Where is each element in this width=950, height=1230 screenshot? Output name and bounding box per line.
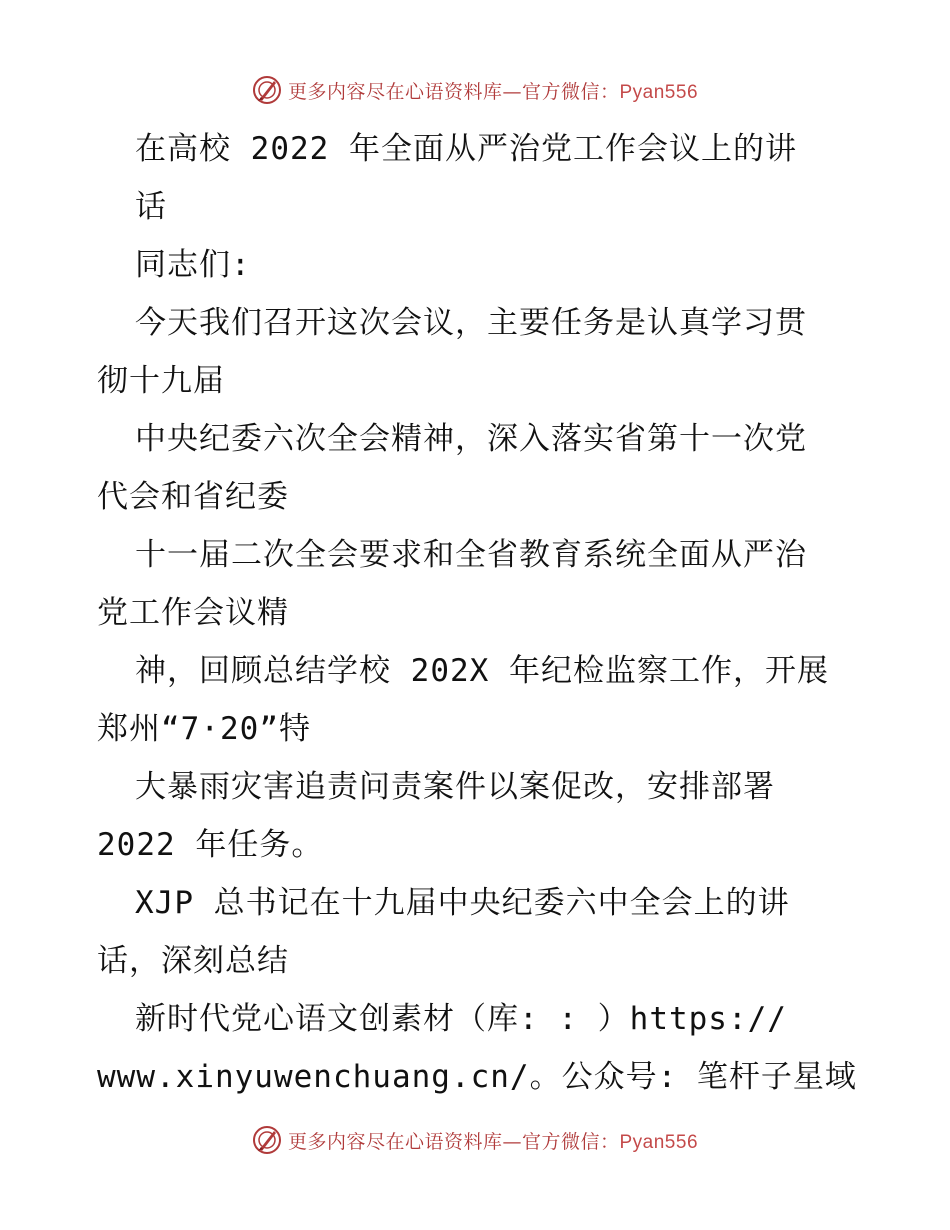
document-body [97,120,867,1106]
quill-pen-logo-icon [252,75,282,105]
text-line: 郑州“7·20”特 [97,711,311,747]
banner-wechat-id: Pyan556 [619,1131,699,1153]
text-line: 神，回顾总结学校 202X 年纪检监察工作，开展 [135,653,829,689]
text-line: 话 [135,189,167,225]
text-line: 今天我们召开这次会议，主要任务是认真学习贯 [135,305,807,341]
text-line: 代会和省纪委 [97,479,289,515]
banner-text [288,1127,698,1154]
text-line: 2022 年任务。 [97,827,324,863]
banner-wechat-id: Pyan556 [619,81,699,103]
footer-watermark-banner [0,1120,950,1160]
text-line: 大暴雨灾害追责问责案件以案促改，安排部署 [135,769,775,805]
text-line: 同志们: [135,247,251,283]
text-line: 中央纪委六次全会精神，深入落实省第十一次党 [135,421,807,457]
banner-text-cn: 更多内容尽在心语资料库—官方微信： [287,1130,620,1153]
text-line: 十一届二次全会要求和全省教育系统全面从严治 [135,537,807,573]
banner-text-cn: 更多内容尽在心语资料库—官方微信： [287,80,620,103]
header-watermark-banner [0,70,950,110]
text-line: 新时代党心语文创素材（库: : ）https:// [135,1001,787,1037]
text-line: 党工作会议精 [97,595,289,631]
text-line: 在高校 2022 年全面从严治党工作会议上的讲 [135,131,797,167]
text-line: 话，深刻总结 [97,943,289,979]
banner-text [288,77,698,104]
text-line: 彻十九届 [97,363,225,399]
text-line: XJP 总书记在十九届中央纪委六中全会上的讲 [135,885,790,921]
text-line: www.xinyuwenchuang.cn/。公众号: 笔杆子星域 [97,1059,857,1095]
quill-pen-logo-icon [252,1125,282,1155]
